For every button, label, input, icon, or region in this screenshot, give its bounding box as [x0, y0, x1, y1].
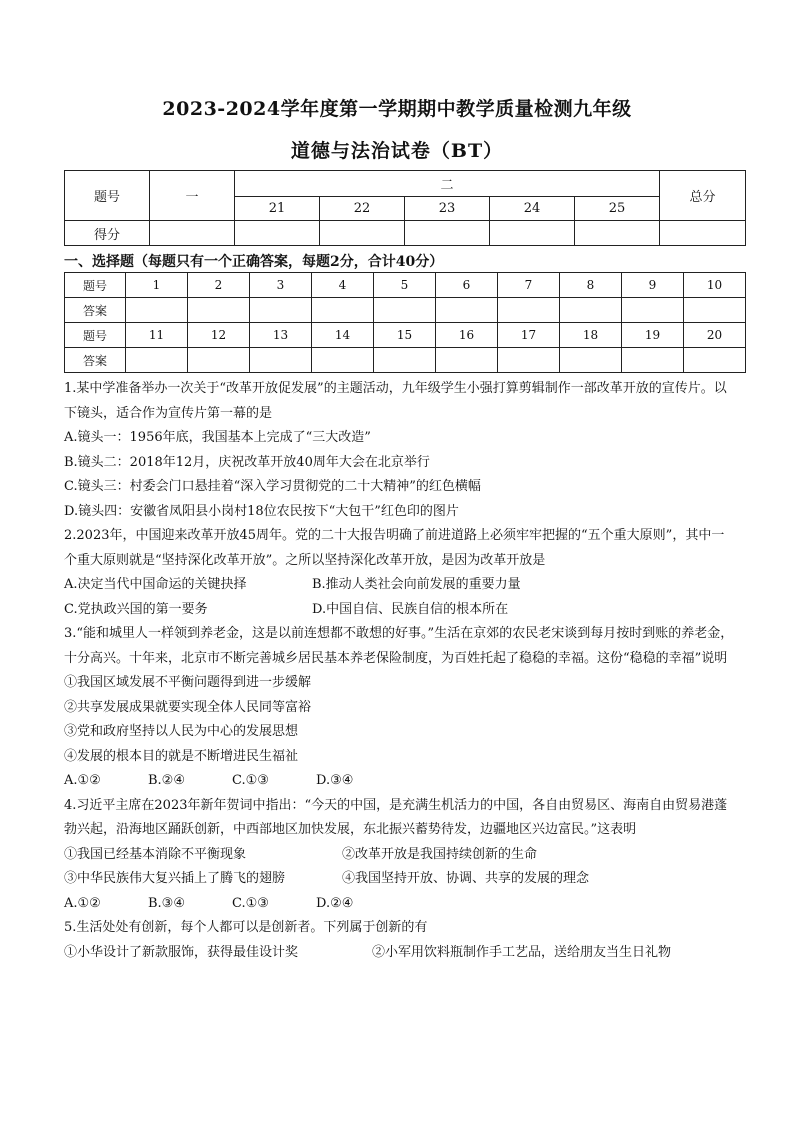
question-4-options-row	[64, 892, 734, 917]
question-4-item-1: ①我国已经基本消除不平衡现象	[64, 846, 247, 862]
question-4-stem: 4.习近平主席在2023年新年贺词中指出：“今天的中国，是充满生机活力的中国，各自由贸易区、海南自由贸易港蓬勃兴起，沿海地区踊跃创新，中西部地区加快发展，东北振兴蓄势待发，边疆地区兴边富民。”这表明	[64, 797, 728, 837]
question-2-option-d[interactable]: D.中国自信、民族自信的根本所在	[312, 601, 509, 617]
question-3-item-1: ①我国区域发展不平衡问题得到进一步缓解	[64, 675, 312, 690]
question-number: 16	[436, 323, 498, 348]
question-5-item-1: ①小华设计了新款服饰，获得最佳设计奖	[64, 944, 299, 960]
answer-cell[interactable]	[126, 298, 188, 323]
question-2-stem: 2.2023年，中国迎来改革开放45周年。党的二十大报告明确了前进道路上必须牢牢把握的“五个重大原则”，其中一个重大原则就是“坚持深化改革开放”。之所以坚持深化改革开放，是因为改革开放是	[64, 528, 725, 568]
answer-label-ans: 答案	[65, 298, 126, 323]
question-number: 7	[498, 273, 560, 298]
question-number: 20	[684, 323, 746, 348]
answer-cell[interactable]	[498, 348, 560, 373]
answer-cell[interactable]	[684, 348, 746, 373]
question-4-item-2: ②改革开放是我国持续创新的生命	[342, 846, 538, 862]
question-4-option-d[interactable]: D.②④	[316, 895, 354, 911]
question-5-stem: 5.生活处处有创新，每个人都可以是创新者。下列属于创新的有	[64, 920, 428, 935]
score-total: 总分	[660, 171, 746, 221]
answer-cell[interactable]	[374, 348, 436, 373]
score-cell[interactable]	[575, 221, 660, 246]
score-cell[interactable]	[235, 221, 320, 246]
question-3-stem: 3.“能和城里人一样领到养老金，这是以前连想都不敢想的好事。”生活在京郊的农民老宋谈到每月按时到账的养老金，十分高兴。十年来，北京市不断完善城乡居民基本养老保险制度，为百姓托起了稳稳的幸福。这份“稳稳的幸福”说明	[64, 626, 734, 666]
score-col-one: 一	[150, 171, 235, 221]
question-number: 3	[250, 273, 312, 298]
score-label-score: 得分	[65, 221, 150, 246]
question-number: 6	[436, 273, 498, 298]
question-4-items-row	[64, 867, 734, 892]
score-label-no: 题号	[65, 171, 150, 221]
answer-label-ans: 答案	[65, 348, 126, 373]
question-5-item-2: ②小军用饮料瓶制作手工艺品，送给朋友当生日礼物	[372, 944, 672, 960]
question-number: 19	[622, 323, 684, 348]
question-number: 4	[312, 273, 374, 298]
answer-cell[interactable]	[560, 298, 622, 323]
score-table	[64, 170, 746, 246]
question-1-stem: 1.某中学准备举办一次关于“改革开放促发展”的主题活动，九年级学生小强打算剪辑制作一部改革开放的宣传片。以下镜头，适合作为宣传片第一幕的是	[64, 381, 727, 421]
answer-cell[interactable]	[126, 348, 188, 373]
question-4-option-c[interactable]: C.①③	[232, 895, 269, 911]
answer-cell[interactable]	[560, 348, 622, 373]
answer-cell[interactable]	[374, 298, 436, 323]
answer-cell[interactable]	[436, 348, 498, 373]
score-col-two: 二	[235, 171, 660, 197]
score-sub-25: 25	[575, 197, 660, 221]
question-number: 13	[250, 323, 312, 348]
question-4-item-4: ④我国坚持开放、协调、共享的发展的理念	[342, 871, 590, 886]
question-number: 10	[684, 273, 746, 298]
question-4-option-b[interactable]: B.③④	[148, 895, 185, 911]
question-2-option-b[interactable]: B.推动人类社会向前发展的重要力量	[312, 577, 521, 592]
answer-cell[interactable]	[250, 298, 312, 323]
question-list	[64, 377, 734, 965]
question-3-item-2: ②共享发展成果就要实现全体人民同等富裕	[64, 699, 312, 715]
question-4-items-row	[64, 843, 734, 868]
answer-cell[interactable]	[188, 298, 250, 323]
answer-cell[interactable]	[250, 348, 312, 373]
score-cell[interactable]	[490, 221, 575, 246]
question-3-option-d[interactable]: D.③④	[316, 773, 354, 788]
question-3-item-3: ③党和政府坚持以人民为中心的发展思想	[64, 724, 299, 739]
question-3-option-b[interactable]: B.②④	[148, 773, 185, 788]
answer-label-no: 题号	[65, 273, 126, 298]
score-sub-21: 21	[235, 197, 320, 221]
question-1-option-d[interactable]: D.镜头四：安徽省凤阳县小岗村18位农民按下“大包干”红色印的图片	[64, 503, 459, 519]
score-cell[interactable]	[660, 221, 746, 246]
score-sub-22: 22	[320, 197, 405, 221]
answer-cell[interactable]	[312, 348, 374, 373]
exam-title: 2023-2024学年度第一学期期中教学质量检测九年级	[162, 98, 632, 120]
score-sub-23: 23	[405, 197, 490, 221]
question-2-option-c[interactable]: C.党执政兴国的第一要务	[64, 601, 208, 617]
section-heading: 一、选择题（每题只有一个正确答案，每题2分，合计40分）	[64, 254, 444, 270]
question-5-items-row	[64, 941, 734, 966]
question-2-option-a[interactable]: A.决定当代中国命运的关键抉择	[64, 577, 247, 592]
question-number: 8	[560, 273, 622, 298]
question-3-option-a[interactable]: A.①②	[64, 773, 101, 788]
score-cell[interactable]	[150, 221, 235, 246]
answer-cell[interactable]	[622, 348, 684, 373]
question-number: 1	[126, 273, 188, 298]
question-number: 5	[374, 273, 436, 298]
question-2-options-row	[64, 598, 734, 623]
answer-cell[interactable]	[498, 298, 560, 323]
score-cell[interactable]	[405, 221, 490, 246]
question-1-option-b[interactable]: B.镜头二：2018年12月，庆祝改革开放40周年大会在北京举行	[64, 454, 430, 470]
answer-cell[interactable]	[188, 348, 250, 373]
question-number: 14	[312, 323, 374, 348]
answer-label-no: 题号	[65, 323, 126, 348]
exam-subtitle: 道德与法治试卷（BT）	[290, 140, 504, 162]
answer-cell[interactable]	[684, 298, 746, 323]
answer-table	[64, 272, 746, 373]
question-3-options-row	[64, 769, 734, 794]
question-2-options-row	[64, 573, 734, 598]
question-number: 9	[622, 273, 684, 298]
question-4-item-3: ③中华民族伟大复兴插上了腾飞的翅膀	[64, 871, 286, 886]
question-1-option-a[interactable]: A.镜头一：1956年底，我国基本上完成了“三大改造”	[64, 430, 371, 445]
answer-cell[interactable]	[622, 298, 684, 323]
question-number: 18	[560, 323, 622, 348]
score-cell[interactable]	[320, 221, 405, 246]
question-1-option-c[interactable]: C.镜头三：村委会门口悬挂着“深入学习贯彻党的二十大精神”的红色横幅	[64, 479, 481, 494]
question-number: 2	[188, 273, 250, 298]
question-number: 15	[374, 323, 436, 348]
question-4-option-a[interactable]: A.①②	[64, 895, 101, 911]
question-3-item-4: ④发展的根本目的就是不断增进民生福祉	[64, 748, 299, 764]
score-sub-24: 24	[490, 197, 575, 221]
question-3-option-c[interactable]: C.①③	[232, 773, 269, 788]
question-number: 17	[498, 323, 560, 348]
answer-cell[interactable]	[312, 298, 374, 323]
answer-cell[interactable]	[436, 298, 498, 323]
question-number: 12	[188, 323, 250, 348]
question-number: 11	[126, 323, 188, 348]
